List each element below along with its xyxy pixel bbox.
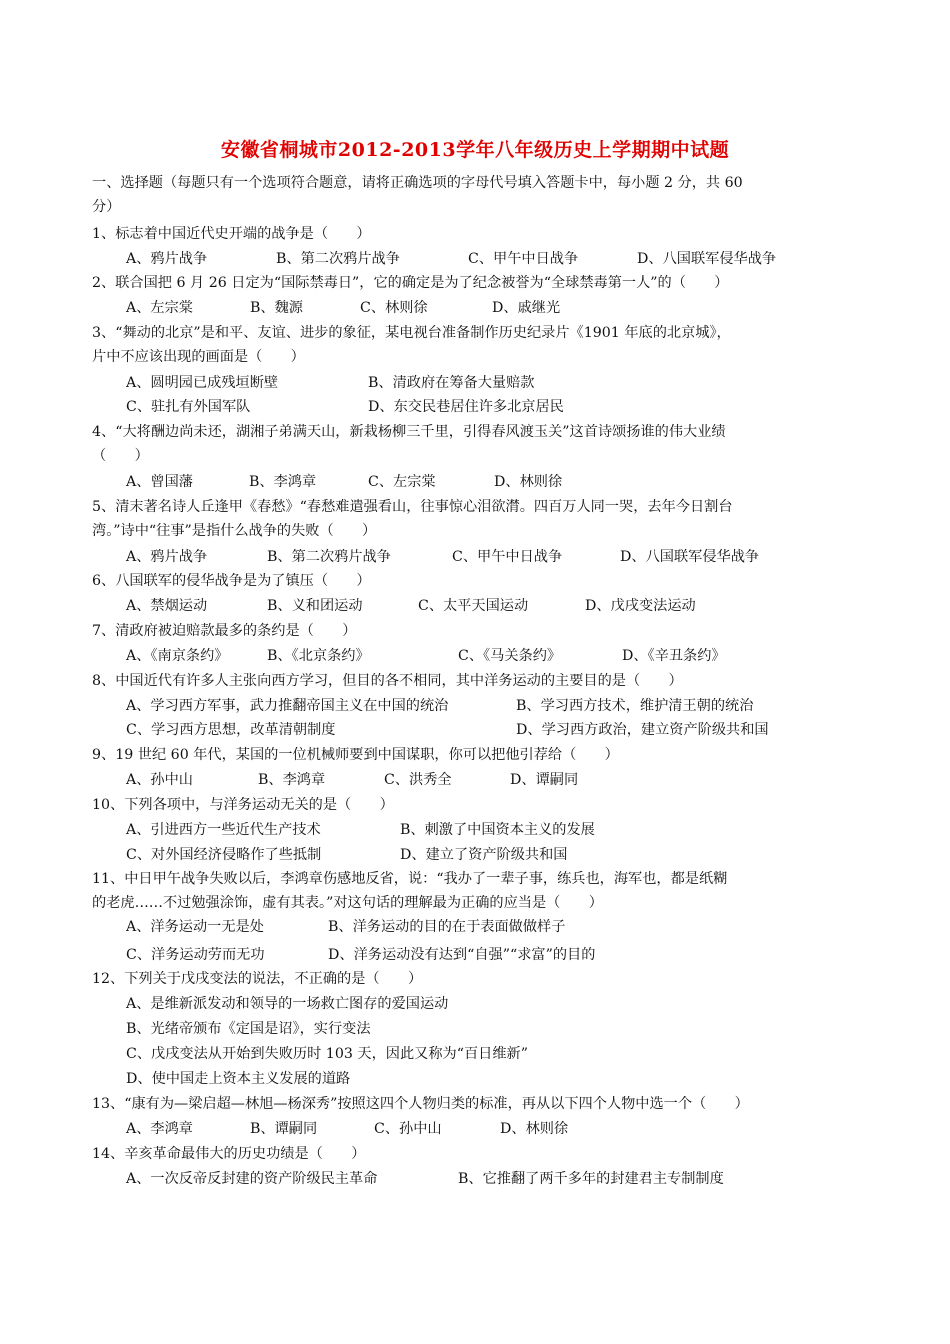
question-stem: 13、“康有为—梁启超—林旭—杨深秀”按照这四个人物归类的标准，再从以下四个人物中选一个（ ） — [92, 1096, 749, 1112]
answer-option[interactable]: A、禁烟运动 — [126, 598, 208, 614]
answer-option[interactable]: C、驻扎有外国军队 — [126, 399, 251, 415]
answer-option[interactable]: B、第二次鸦片战争 — [276, 251, 400, 267]
answer-option[interactable]: B、光绪帝颁布《定国是诏》，实行变法 — [126, 1021, 371, 1037]
answer-option[interactable]: C、太平天国运动 — [418, 598, 529, 614]
section-heading: 一、选择题（每题只有一个选项符合题意，请将正确选项的字母代号填入答题卡中，每小题 2 分，共 60 — [92, 175, 743, 191]
answer-option[interactable]: A、引进西方一些近代生产技术 — [126, 822, 321, 838]
answer-option[interactable]: C、孙中山 — [374, 1121, 442, 1137]
answer-option[interactable]: D、东交民巷居住许多北京居民 — [368, 399, 564, 415]
question-stem: 7、清政府被迫赔款最多的条约是（ ） — [92, 623, 357, 639]
question-stem: 5、清末著名诗人丘逢甲《春愁》“春愁难遣强看山，往事惊心泪欲潸。四百万人同一哭，去年今日割台 — [92, 499, 733, 515]
question-stem: 的老虎……不过勉强涂饰，虚有其表。”对这句话的理解最为正确的应当是（ ） — [92, 895, 603, 911]
answer-option[interactable]: A、是维新派发动和领导的一场救亡图存的爱国运动 — [126, 996, 449, 1012]
answer-option[interactable]: B、刺激了中国资本主义的发展 — [400, 822, 595, 838]
answer-option[interactable]: D、八国联军侵华战争 — [620, 549, 760, 565]
answer-option[interactable]: C、甲午中日战争 — [452, 549, 563, 565]
answer-option[interactable]: B、清政府在筹备大量赔款 — [368, 375, 535, 391]
answer-option[interactable]: D、谭嗣同 — [510, 772, 579, 788]
answer-option[interactable]: A、鸦片战争 — [126, 251, 208, 267]
answer-option[interactable]: C、甲午中日战争 — [468, 251, 579, 267]
answer-option[interactable]: D、八国联军侵华战争 — [637, 251, 777, 267]
question-stem: 8、中国近代有许多人主张向西方学习，但目的各不相同，其中洋务运动的主要目的是（ ） — [92, 673, 683, 689]
answer-option[interactable]: A、学习西方军事，武力推翻帝国主义在中国的统治 — [126, 698, 449, 714]
question-stem: 4、“大将酬边尚未还，湖湘子弟满天山，新栽杨柳三千里，引得春风渡玉关”这首诗颂扬谁的伟大业绩 — [92, 424, 726, 440]
answer-option[interactable]: B、第二次鸦片战争 — [267, 549, 391, 565]
answer-option[interactable]: B、《北京条约》 — [267, 648, 370, 664]
answer-option[interactable]: D、洋务运动没有达到“自强”“求富”的目的 — [328, 947, 596, 963]
answer-option[interactable]: C、林则徐 — [360, 300, 428, 316]
question-stem: 14、辛亥革命最伟大的历史功绩是（ ） — [92, 1146, 366, 1162]
answer-option[interactable]: C、洋务运动劳而无功 — [126, 947, 265, 963]
question-stem: 2、联合国把 6 月 26 日定为“国际禁毒日”，它的确定是为了纪念被誉为“全球禁毒第一人”的（ ） — [92, 275, 729, 291]
answer-option[interactable]: A、《南京条约》 — [126, 648, 229, 664]
answer-option[interactable]: C、洪秀全 — [384, 772, 452, 788]
answer-option[interactable]: C、左宗棠 — [368, 474, 436, 490]
answer-option[interactable]: A、李鸿章 — [126, 1121, 193, 1137]
answer-option[interactable]: B、李鸿章 — [258, 772, 326, 788]
answer-option[interactable]: A、圆明园已成残垣断壁 — [126, 375, 279, 391]
question-stem: 12、下列关于戊戌变法的说法，不正确的是（ ） — [92, 971, 423, 987]
question-stem: 1、标志着中国近代史开端的战争是（ ） — [92, 226, 371, 242]
question-stem: 9、19 世纪 60 年代，某国的一位机械师要到中国谋职，你可以把他引荐给（ ） — [92, 747, 619, 763]
answer-option[interactable]: C、戊戌变法从开始到失败历时 103 天，因此又称为“百日维新” — [126, 1046, 528, 1062]
answer-option[interactable]: C、学习西方思想，改革清朝制度 — [126, 722, 336, 738]
answer-option[interactable]: C、《马关条约》 — [458, 648, 562, 664]
question-stem: 湾。”诗中“往事”是指什么战争的失败（ ） — [92, 523, 377, 539]
answer-option[interactable]: D、使中国走上资本主义发展的道路 — [126, 1071, 351, 1087]
answer-option[interactable]: D、戚继光 — [492, 300, 561, 316]
answer-option[interactable]: C、对外国经济侵略作了些抵制 — [126, 847, 322, 863]
answer-option[interactable]: B、义和团运动 — [267, 598, 363, 614]
answer-option[interactable]: B、学习西方技术，维护清王朝的统治 — [516, 698, 754, 714]
answer-option[interactable]: A、左宗棠 — [126, 300, 193, 316]
answer-option[interactable]: B、它推翻了两千多年的封建君主专制制度 — [458, 1171, 724, 1187]
question-stem: （ ） — [92, 448, 149, 464]
answer-option[interactable]: B、魏源 — [250, 300, 303, 316]
question-stem: 10、下列各项中，与洋务运动无关的是（ ） — [92, 797, 394, 813]
section-heading-cont: 分） — [92, 199, 121, 215]
question-stem: 片中不应该出现的画面是（ ） — [92, 349, 305, 365]
question-stem: 6、八国联军的侵华战争是为了镇压（ ） — [92, 573, 371, 589]
answer-option[interactable]: D、林则徐 — [500, 1121, 569, 1137]
answer-option[interactable]: A、鸦片战争 — [126, 549, 208, 565]
answer-option[interactable]: D、《辛丑条约》 — [622, 648, 726, 664]
answer-option[interactable]: A、一次反帝反封建的资产阶级民主革命 — [126, 1171, 378, 1187]
answer-option[interactable]: D、建立了资产阶级共和国 — [400, 847, 568, 863]
answer-option[interactable]: D、戊戌变法运动 — [585, 598, 696, 614]
answer-option[interactable]: A、曾国藩 — [126, 474, 193, 490]
question-stem: 3、“舞动的北京”是和平、友谊、进步的象征，某电视台准备制作历史纪录片《1901 年底的北京城》， — [92, 325, 731, 341]
answer-option[interactable]: A、洋务运动一无是处 — [126, 919, 264, 935]
answer-option[interactable]: D、学习西方政治，建立资产阶级共和国 — [516, 722, 769, 738]
answer-option[interactable]: A、孙中山 — [126, 772, 193, 788]
answer-option[interactable]: B、李鸿章 — [249, 474, 317, 490]
answer-option[interactable]: B、谭嗣同 — [250, 1121, 318, 1137]
answer-option[interactable]: B、洋务运动的目的在于表面做做样子 — [328, 919, 566, 935]
question-stem: 11、中日甲午战争失败以后，李鸿章伤感地反省，说：“我办了一辈子事，练兵也，海军也，都是纸糊 — [92, 871, 728, 887]
page-title: 安徽省桐城市2012-2013学年八年级历史上学期期中试题 — [220, 139, 730, 161]
answer-option[interactable]: D、林则徐 — [494, 474, 563, 490]
